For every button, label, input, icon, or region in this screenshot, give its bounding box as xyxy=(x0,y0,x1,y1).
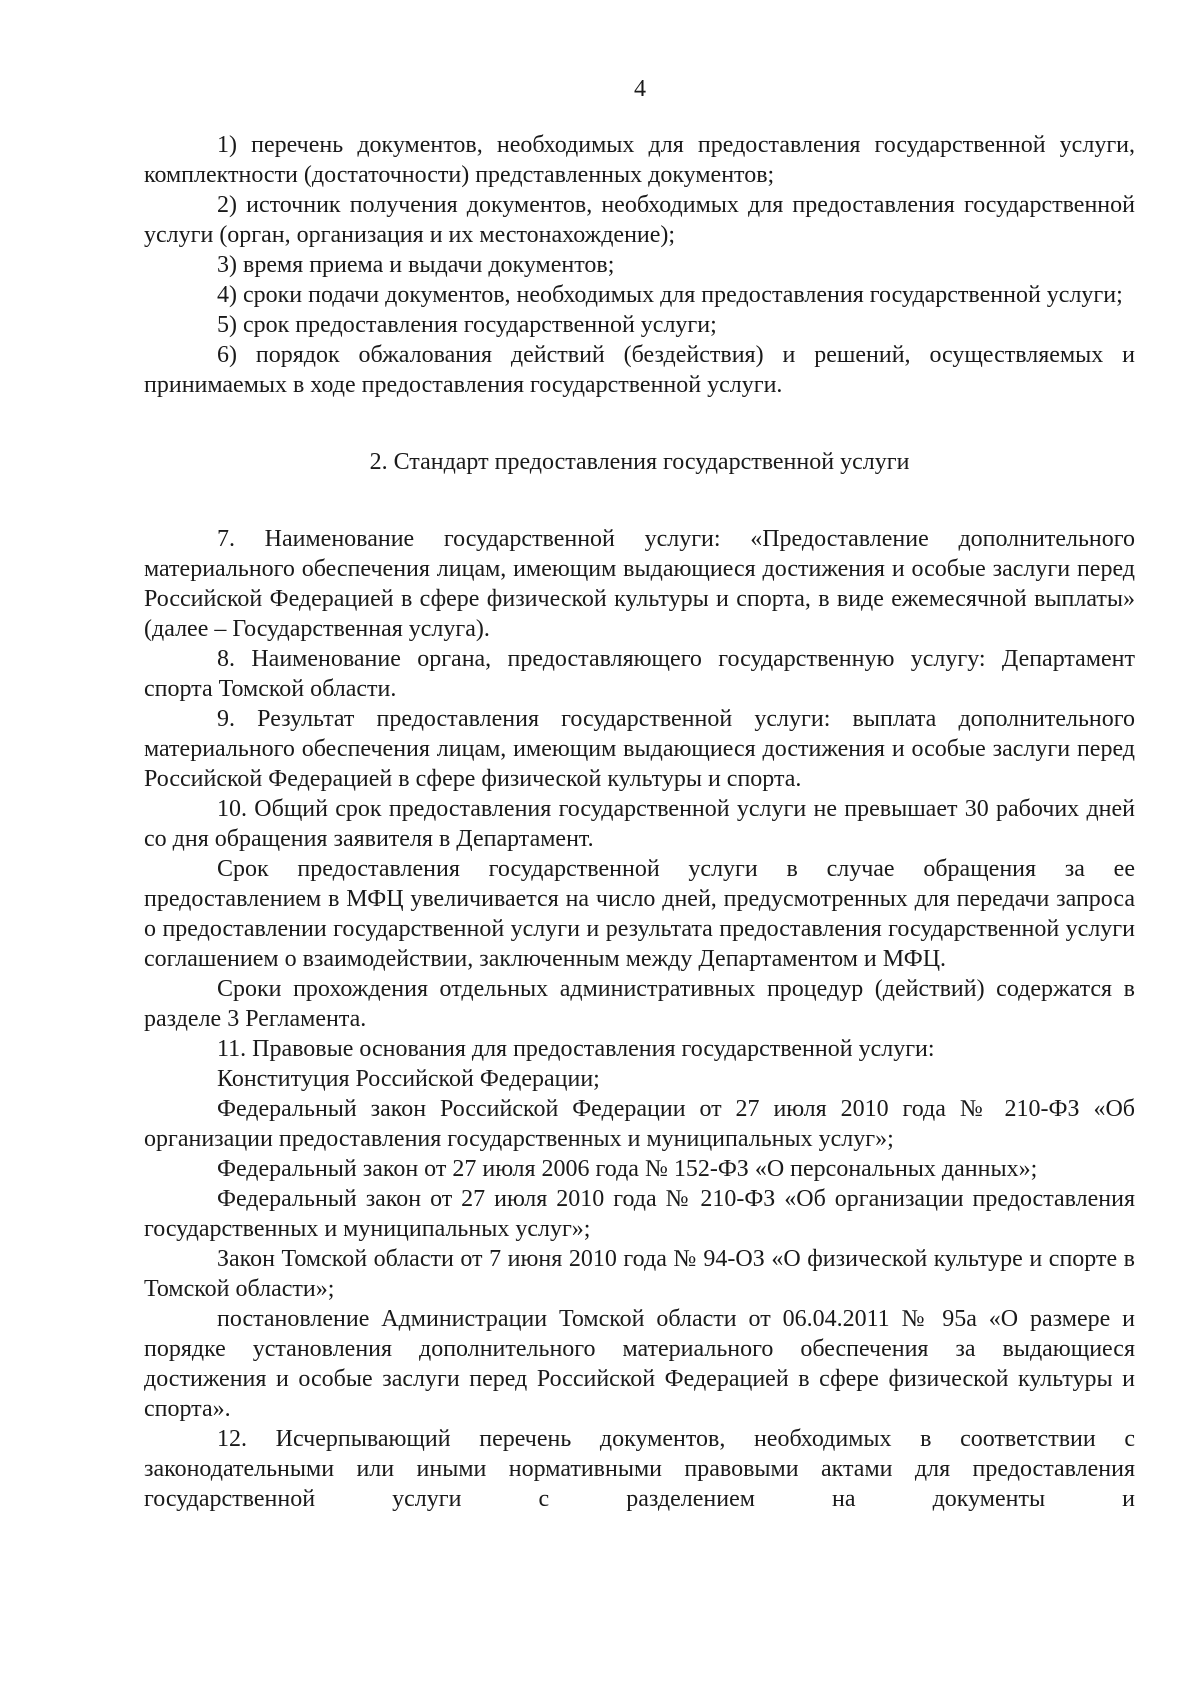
legal-basis-tomsk-law-94oz: Закон Томской области от 7 июня 2010 года № 94-ОЗ «О физической культуре и спорте в Томской области»; xyxy=(144,1246,1135,1302)
legal-basis-resolution-95a: постановление Администрации Томской области от 06.04.2011 № 95а «О размере и порядке установления дополнительного материального обеспечения за выдающиеся достижения и особые заслуги перед Российской Федерацией в сфере физической культуры и спорта». xyxy=(144,1306,1135,1422)
legal-basis-law-210fz: Федеральный закон Российской Федерации от 27 июля 2010 года № 210-ФЗ «Об организации предоставления государственных и муниципальных услуг»; xyxy=(144,1096,1135,1152)
paragraph-8: 8. Наименование органа, предоставляющего государственную услугу: Департамент спорта Томской области. xyxy=(144,646,1135,702)
paragraph-10-procedure-terms: Сроки прохождения отдельных административных процедур (действий) содержатся в разделе 3 Регламента. xyxy=(144,976,1135,1032)
list-item-4: 4) сроки подачи документов, необходимых для предоставления государственной услуги; xyxy=(217,282,1123,308)
paragraph-12: 12. Исчерпывающий перечень документов, необходимых в соответствии с законодательными или иными нормативными правовыми актами для предоставления государственной услуги с разделением на документы и xyxy=(144,1426,1135,1512)
section-heading: 2. Стандарт предоставления государственной услуги xyxy=(369,449,910,475)
paragraph-9: 9. Результат предоставления государственной услуги: выплата дополнительного материального обеспечения лицам, имеющим выдающиеся достижения и особые заслуги перед Российской Федерацией в сфере физической культуры и спорта. xyxy=(144,706,1135,792)
page-number: 4 xyxy=(634,76,646,102)
paragraph-11: 11. Правовые основания для предоставления государственной услуги: xyxy=(217,1036,935,1062)
paragraph-10: 10. Общий срок предоставления государственной услуги не превышает 30 рабочих дней со дня обращения заявителя в Департамент. xyxy=(144,796,1135,852)
paragraph-10-mfc-term: Срок предоставления государственной услуги в случае обращения за ее предоставлением в МФЦ увеличивается на число дней, предусмотренных для передачи запроса о предоставлении государственной услуги и результата предоставления государственной услуги соглашением о взаимодействии, заключенным между Департаментом и МФЦ. xyxy=(144,856,1135,972)
list-item-2: 2) источник получения документов, необходимых для предоставления государственной услуги (орган, организация и их местонахождение); xyxy=(144,192,1135,248)
legal-basis-law-210fz-repeat: Федеральный закон от 27 июля 2010 года № 210-ФЗ «Об организации предоставления государственных и муниципальных услуг»; xyxy=(144,1186,1135,1242)
list-item-6: 6) порядок обжалования действий (бездействия) и решений, осуществляемых и принимаемых в ходе предоставления государственной услуги. xyxy=(144,342,1135,398)
legal-basis-constitution: Конституция Российской Федерации; xyxy=(217,1066,600,1092)
paragraph-7: 7. Наименование государственной услуги: «Предоставление дополнительного материального обеспечения лицам, имеющим выдающиеся достижения и особые заслуги перед Российской Федерацией в сфере физической культуры и спорта, в виде ежемесячной выплаты» (далее – Государственная услуга). xyxy=(144,526,1135,642)
list-item-5: 5) срок предоставления государственной услуги; xyxy=(217,312,717,338)
list-item-1: 1) перечень документов, необходимых для предоставления государственной услуги, комплектности (достаточности) представленных документов; xyxy=(144,132,1135,188)
legal-basis-law-152fz: Федеральный закон от 27 июля 2006 года № 152-ФЗ «О персональных данных»; xyxy=(217,1156,1038,1182)
list-item-3: 3) время приема и выдачи документов; xyxy=(217,252,615,278)
document-body xyxy=(144,130,1135,1514)
